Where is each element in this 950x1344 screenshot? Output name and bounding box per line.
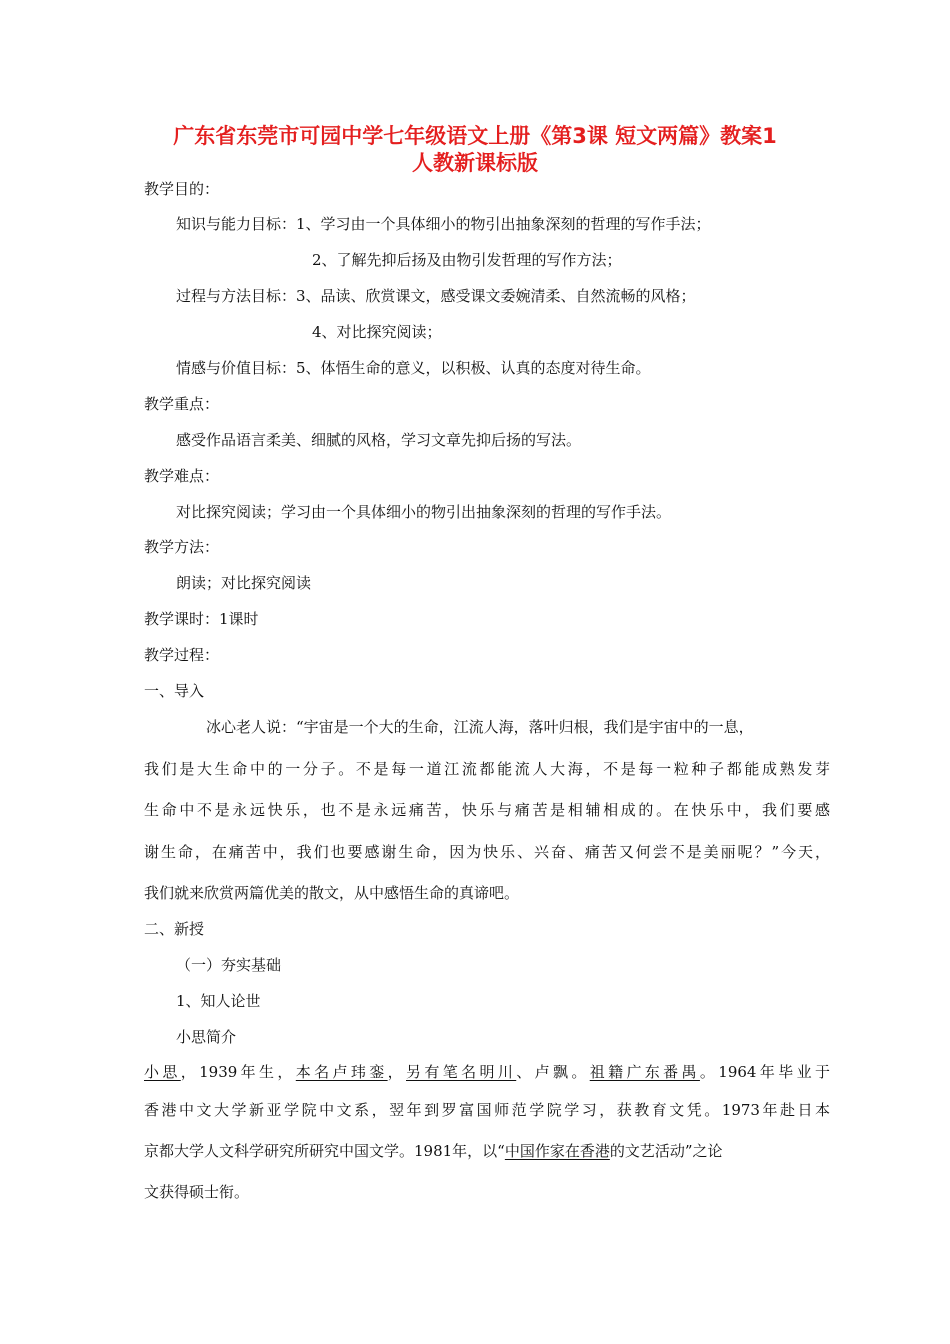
difficulty-text: 对比探究阅读；学习由一个具体细小的物引出抽象深刻的哲理的写作手法。 xyxy=(176,503,672,521)
key-point-text: 感受作品语言柔美、细腻的风格，学习文章先抑后扬的写法。 xyxy=(176,431,582,449)
bio-real-name: 本名卢玮銮 xyxy=(295,1063,388,1081)
goal-process: 过程与方法目标：3、品读、欣赏课文，感受课文委婉清柔、自然流畅的风格； xyxy=(176,287,696,305)
bio-line-3: 京都大学人文科学研究所研究中国文学。1981年，以“中国作家在香港的文艺活动”之论 xyxy=(144,1142,723,1160)
document-title-line-2: 人教新课标版 xyxy=(412,151,538,175)
intro-paragraph-line: 冰心老人说：“宇宙是一个大的生命，江流人海，落叶归根，我们是宇宙中的一息， xyxy=(206,718,754,736)
bio-name: 小思 xyxy=(144,1063,181,1081)
method-heading: 教学方法： xyxy=(144,538,220,556)
goal-knowledge: 知识与能力目标：1、学习由一个具体细小的物引出抽象深刻的哲理的写作手法； xyxy=(176,215,711,233)
difficulty-heading: 教学难点： xyxy=(144,467,220,485)
bio-line-1: 小思，1939年生，本名卢玮銮，另有笔名明川、卢飘。祖籍广东番禺。1964年毕业于 xyxy=(144,1063,830,1081)
intro-paragraph-line: 生命中不是永远快乐，也不是永远痛苦，快乐与痛苦是相辅相成的。在快乐中，我们要感 xyxy=(144,801,830,819)
section-new-lesson-heading: 二、新授 xyxy=(144,920,205,938)
process-heading: 教学过程： xyxy=(144,646,220,664)
method-text: 朗读；对比探究阅读 xyxy=(176,574,312,592)
intro-paragraph-line: 我们是大生命中的一分子。不是每一道江流都能流人大海，不是每一粒种子都能成熟发芽 xyxy=(144,760,830,778)
document-title-line-1: 广东省东莞市可园中学七年级语文上册《第3课 短文两篇》教案1 xyxy=(173,124,777,148)
section-intro-heading: 一、导入 xyxy=(144,682,205,700)
bio-origin: 祖籍广东番禺 xyxy=(589,1063,700,1081)
goal-emotion: 情感与价值目标：5、体悟生命的意义，以积极、认真的态度对待生命。 xyxy=(176,359,651,377)
bio-line-2: 香港中文大学新亚学院中文系，翌年到罗富国师范学院学习，获教育文凭。1973年赴日本 xyxy=(144,1101,830,1119)
intro-paragraph-line: 谢生命，在痛苦中，我们也要感谢生命，因为快乐、兴奋、痛苦又何尝不是美丽呢？”今天， xyxy=(144,843,830,861)
subsection-basics: （一）夯实基础 xyxy=(176,956,282,974)
subsection-author-background: 1、知人论世 xyxy=(176,992,261,1010)
goal-knowledge-2: 2、了解先抑后扬及由物引发哲理的写作方法； xyxy=(312,251,622,269)
goal-process-2: 4、对比探究阅读； xyxy=(312,323,442,341)
bio-pen-name: 另有笔名明川 xyxy=(406,1063,517,1081)
key-point-heading: 教学重点： xyxy=(144,395,220,413)
class-hours: 教学课时：1课时 xyxy=(144,610,259,628)
teaching-goal-heading: 教学目的： xyxy=(144,180,220,198)
bio-thesis-topic: 中国作家在香港 xyxy=(504,1142,610,1160)
bio-line-4: 文获得硕士衔。 xyxy=(144,1183,250,1201)
intro-paragraph-line: 我们就来欣赏两篇优美的散文，从中感悟生命的真谛吧。 xyxy=(144,884,520,902)
author-intro-heading: 小思简介 xyxy=(176,1028,237,1046)
